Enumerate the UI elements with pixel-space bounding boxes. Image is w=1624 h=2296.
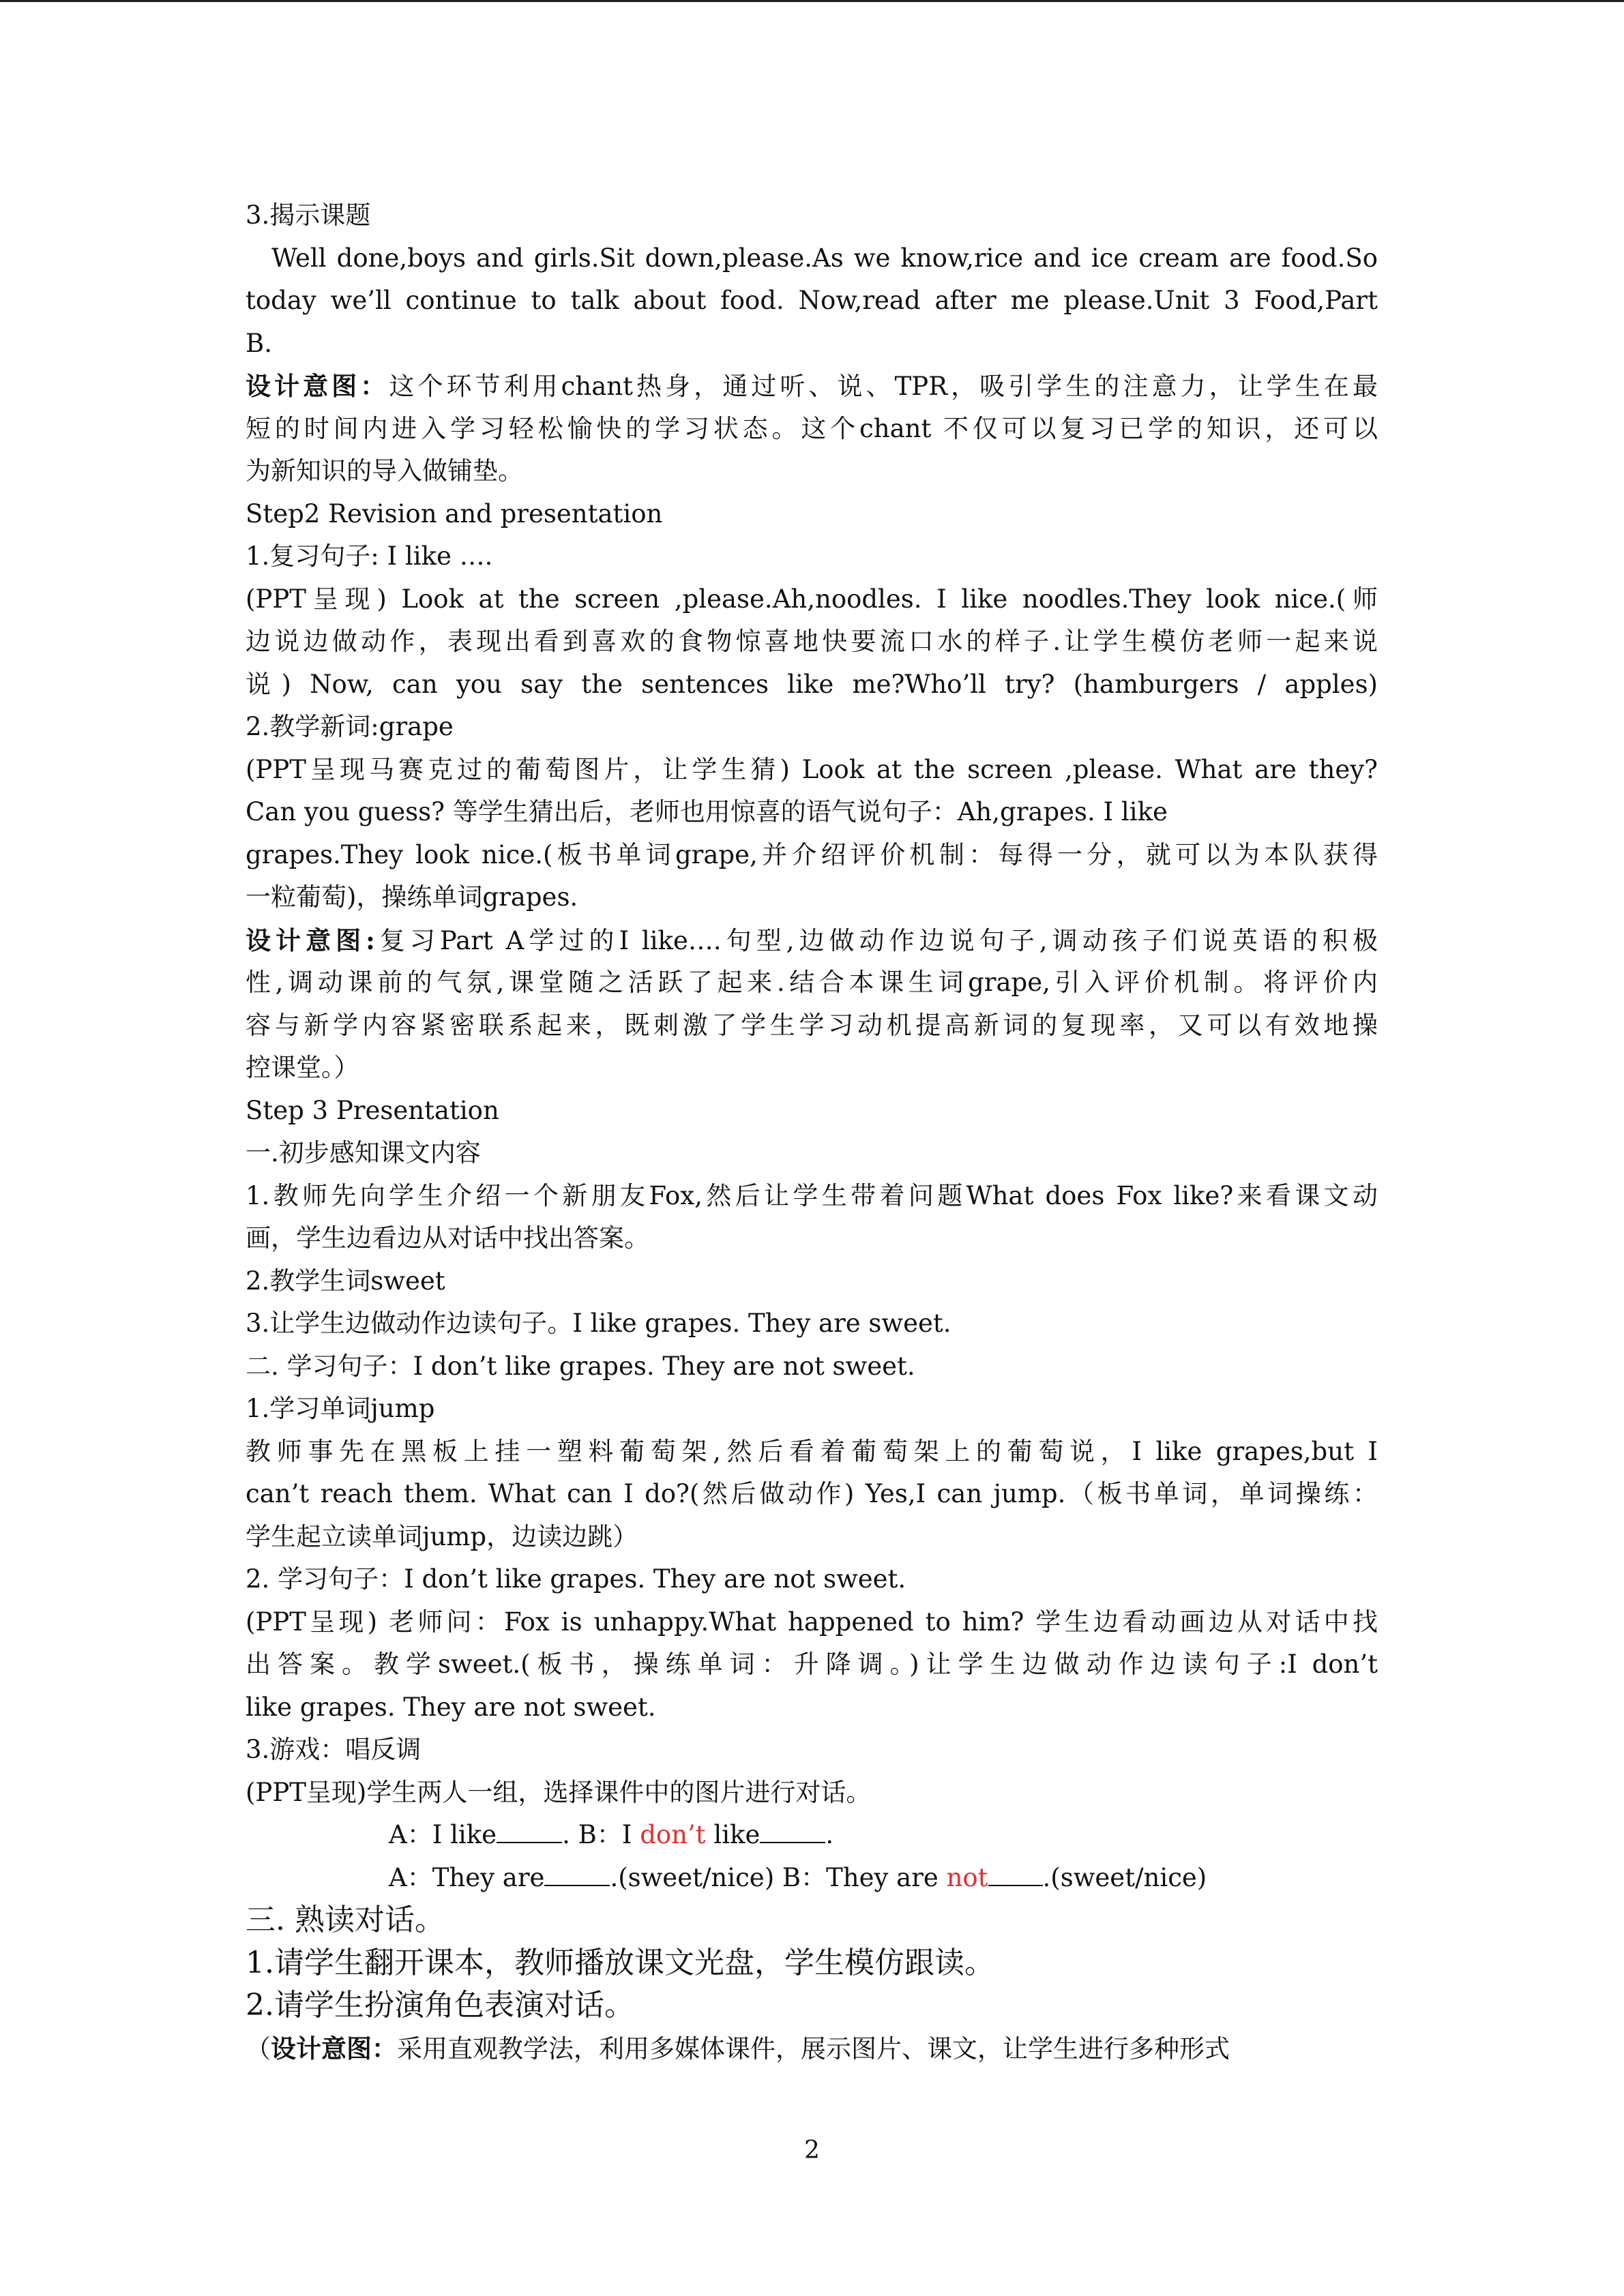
dialogue-text: .(sweet/nice) (1042, 1862, 1207, 1892)
paragraph-line: Well done,boys and girls.Sit down,please.As we know,rice and ice cream are food.So (271, 243, 1378, 273)
heading-reveal-topic: 3.揭示课题 (246, 200, 371, 230)
paragraph-line: 短的时间内进入学习轻松愉快的学习状态。这个chant 不仅可以复习已学的知识，还可以 (246, 413, 1378, 443)
subheading: 2.教学生词sweet (246, 1266, 445, 1296)
paragraph-line: 控课堂。） (246, 1053, 359, 1082)
section-heading: 二. 学习句子：I don’t like grapes. They are not sweet. (246, 1351, 915, 1381)
paragraph-line: like grapes. They are not sweet. (246, 1692, 656, 1722)
page-body (246, 194, 1378, 2070)
design-intent-line (246, 2027, 1378, 2070)
fill-blank (497, 1841, 562, 1843)
design-intent-label: 设计意图： (246, 371, 389, 401)
paragraph-line: Can you guess? 等学生猜出后，老师也用惊喜的语气说句子：Ah,grapes. I like (246, 797, 1168, 826)
paragraph-text: 这个环节利用chant热身，通过听、说、TPR，吸引学生的注意力，让学生在最 (389, 372, 1378, 401)
section-heading: 一.初步感知课文内容 (246, 1138, 481, 1167)
paragraph-text: 复习Part A学过的I like….句型,边做动作边说句子,调动孩子们说英语的积极 (374, 925, 1378, 955)
paragraph-line: 画，学生边看边从对话中找出答案。 (246, 1223, 649, 1253)
paragraph-line: grapes.They look nice.(板书单词grape,并介绍评价机制：每得一分，就可以为本队获得 (246, 839, 1378, 869)
subheading: 1.学习单词jump (246, 1394, 435, 1423)
paragraph-line: today we’ll continue to talk about food. Now,read after me please.Unit 3 Food,Part (246, 286, 1378, 315)
paragraph-line: 性,调动课前的气氛,课堂随之活跃了起来.结合本课生词grape,引入评价机制。将评价内 (246, 968, 1378, 997)
dialogue-text: . B：I (562, 1820, 640, 1849)
step-heading: Step 3 Presentation (246, 1095, 499, 1125)
paragraph-line: B. (246, 328, 272, 358)
page-number: 2 (804, 2136, 820, 2164)
step-heading: Step2 Revision and presentation (246, 498, 663, 528)
paragraph-line: 一粒葡萄)，操练单词grapes. (246, 882, 578, 912)
subheading: 1.复习句子: I like …. (246, 541, 493, 571)
fill-blank (760, 1841, 825, 1843)
dialogue-text: . (825, 1820, 834, 1849)
fill-blank (988, 1884, 1043, 1886)
subheading: 2.教学新词:grape (246, 712, 454, 741)
paragraph-line: 学生起立读单词jump，边读边跳） (246, 1521, 638, 1551)
paragraph-line: 容与新学内容紧密联系起来，既刺激了学生学习动机提高新词的复现率，又可以有效地操 (246, 1010, 1378, 1040)
paragraph-line: 教师事先在黑板上挂一塑料葡萄架,然后看着葡萄架上的葡萄说，I like grapes,but I (246, 1436, 1378, 1466)
subheading: 2. 学习句子：I don’t like grapes. They are not sweet. (246, 1564, 906, 1594)
paragraph-line: 1.教师先向学生介绍一个新朋友Fox,然后让学生带着问题What does Fox like?来看课文动 (246, 1180, 1378, 1210)
paragraph-line: 为新知识的导入做铺垫。 (246, 456, 523, 486)
paragraph-line: (PPT呈现) 老师问：Fox is unhappy.What happened to him? 学生边看动画边从对话中找 (246, 1607, 1378, 1637)
paragraph-text: （ (246, 2033, 271, 2063)
paragraph-line: (PPT呈现) Look at the screen ,please.Ah,noodles. I like noodles.They look nice.(师 (246, 584, 1378, 614)
dialogue-line (246, 1814, 1378, 1857)
dialogue-line (246, 1857, 1378, 1900)
paragraph-line: 3.让学生边做动作边读句子。I like grapes. They are sweet. (246, 1309, 951, 1338)
dialogue-text: like (705, 1820, 761, 1849)
subheading: 3.游戏：唱反调 (246, 1735, 422, 1764)
dialogue-text: .(sweet/nice) B：They are (610, 1862, 947, 1892)
paragraph-line: can’t reach them. What can I do?(然后做动作) Yes,I can jump.（板书单词，单词操练： (246, 1479, 1378, 1508)
paragraph-line: 边说边做动作，表现出看到喜欢的食物惊喜地快要流口水的样子.让学生模仿老师一起来说 (246, 627, 1378, 656)
section-heading: 三. 熟读对话。 (246, 1903, 445, 1937)
fill-blank (544, 1884, 610, 1886)
paragraph-line: 1.请学生翻开课本，教师播放课文光盘，学生模仿跟读。 (246, 1945, 994, 1980)
design-intent-line (246, 365, 1378, 408)
design-intent-label: 设计意图： (271, 2033, 397, 2063)
dialogue-text: A：I like (389, 1820, 497, 1849)
paragraph-line: (PPT呈现马赛克过的葡萄图片，让学生猜) Look at the screen ,please. What are they? (246, 754, 1378, 784)
highlight-text: don’t (640, 1820, 706, 1849)
paragraph-line: 说) Now, can you say the sentences like me?Who’ll try? (hamburgers / apples) (246, 669, 1378, 699)
highlight-text: not (946, 1862, 988, 1892)
paragraph-line: (PPT呈现)学生两人一组，选择课件中的图片进行对话。 (246, 1777, 872, 1807)
design-intent-label: 设计意图: (246, 925, 375, 955)
paragraph-line: 出答案。教学sweet.(板书，操练单词：升降调。)让学生边做动作边读句子:I don’t (246, 1650, 1378, 1679)
paragraph-line: 2.请学生扮演角色表演对话。 (246, 1988, 634, 2023)
design-intent-line (246, 919, 1378, 962)
paragraph-text: 采用直观教学法，利用多媒体课件，展示图片、课文，让学生进行多种形式 (397, 2033, 1230, 2063)
dialogue-text: A：They are (389, 1862, 545, 1892)
